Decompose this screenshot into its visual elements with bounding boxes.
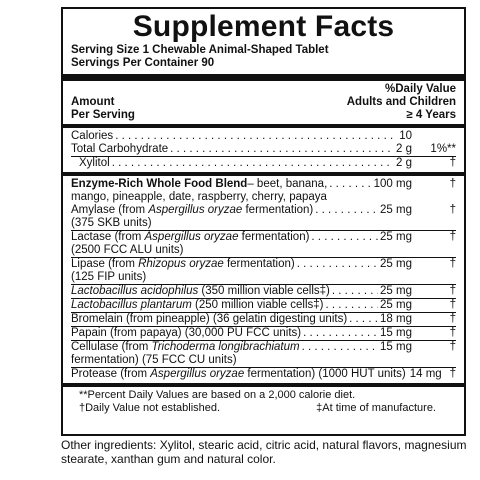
enzyme-row bbox=[71, 257, 456, 284]
enzyme-source: Trichoderma longibrachiatum bbox=[151, 341, 300, 353]
other-ingredients: Other ingredients: Xylitol, stearic acid, citric acid, natural flavors, magnesium stearate, xanthan gum and natural color. bbox=[61, 438, 467, 466]
audience-label: Adults and Children bbox=[346, 96, 456, 108]
dot-leader bbox=[115, 130, 397, 143]
enzyme-row bbox=[71, 284, 456, 298]
dot-leader bbox=[311, 231, 378, 244]
enzyme-name: Cellulase (from bbox=[71, 341, 152, 353]
enzyme-dv: † bbox=[449, 341, 456, 353]
enzyme-row bbox=[71, 230, 456, 257]
enzyme-source: Aspergillus oryzae bbox=[148, 204, 243, 216]
enzyme-amount: 25 mg bbox=[380, 299, 412, 311]
enzyme-detail: fermentation) (1000 HUT units) bbox=[244, 368, 406, 380]
age-label: ≥ 4 Years bbox=[406, 109, 456, 121]
enzyme-name: Amylase (from bbox=[71, 204, 149, 216]
enzyme-detail: fermentation) bbox=[242, 204, 314, 216]
enzyme-amount: 14 mg bbox=[409, 368, 442, 380]
enzyme-label bbox=[71, 258, 295, 271]
enzyme-source: Lactobacillus acidophilus bbox=[71, 285, 199, 297]
dot-leader bbox=[302, 341, 378, 354]
dot-leader bbox=[170, 143, 394, 156]
enzyme-dv: † bbox=[449, 258, 456, 270]
enzyme-line bbox=[71, 313, 456, 326]
blend-line bbox=[71, 178, 456, 191]
enzyme-name: Bromelain (from pineapple) (36 gelatin digesting units) bbox=[71, 313, 348, 325]
dot-leader bbox=[303, 327, 378, 340]
enzyme-label bbox=[71, 327, 301, 340]
enzyme-dv: † bbox=[449, 285, 456, 297]
nutrient-dv: 1%** bbox=[430, 143, 456, 155]
enzyme-dv: † bbox=[449, 327, 456, 339]
enzyme-amount: 25 mg bbox=[380, 258, 412, 270]
enzyme-line bbox=[71, 231, 456, 244]
column-header bbox=[71, 81, 456, 124]
enzyme-detail: fermentation) bbox=[223, 258, 295, 270]
enzyme-row bbox=[71, 298, 456, 312]
enzyme-units: (125 FIP units) bbox=[71, 271, 147, 283]
enzyme-detail: (250 million viable cells‡) bbox=[191, 299, 324, 311]
enzyme-detail: fermentation) bbox=[238, 231, 310, 243]
nutrient-label: Xylitol bbox=[79, 157, 110, 169]
nutrient-label: Total Carbohydrate bbox=[71, 143, 169, 155]
blend-amount: 100 mg bbox=[373, 178, 412, 190]
amount-header bbox=[71, 83, 135, 122]
enzyme-units: fermentation) (75 FCC CU units) bbox=[71, 354, 237, 366]
footnote-at-manufacture: ‡At time of manufacture. bbox=[316, 402, 436, 414]
enzyme-dv: † bbox=[449, 204, 456, 216]
enzyme-dv: † bbox=[449, 368, 456, 380]
supplement-facts-panel bbox=[61, 7, 466, 436]
enzyme-name: Papain (from papaya) (30,000 PU FCC units) bbox=[71, 327, 302, 339]
enzyme-name: Protease (from bbox=[71, 368, 151, 380]
daily-value-header bbox=[347, 83, 456, 122]
dot-leader bbox=[332, 285, 378, 298]
enzyme-line bbox=[71, 285, 456, 298]
enzyme-row bbox=[71, 367, 456, 381]
dot-leader bbox=[112, 157, 394, 170]
enzyme-source: Aspergillus oryzae bbox=[150, 368, 245, 380]
dot-leader bbox=[315, 204, 378, 217]
enzyme-name: Lipase (from bbox=[71, 258, 139, 270]
nutrient-line bbox=[71, 143, 456, 156]
enzyme-label bbox=[71, 313, 347, 326]
enzyme-row bbox=[71, 312, 456, 326]
enzyme-line bbox=[71, 341, 456, 354]
enzyme-line bbox=[71, 258, 456, 271]
nutrient-rows bbox=[71, 128, 456, 172]
blend-row bbox=[71, 178, 456, 204]
dot-leader bbox=[329, 178, 371, 191]
enzyme-rows bbox=[71, 204, 456, 381]
nutrient-dv: † bbox=[449, 157, 456, 169]
footnote-row bbox=[71, 402, 456, 415]
nutrient-line bbox=[71, 130, 456, 143]
enzyme-label bbox=[71, 231, 309, 244]
enzyme-line bbox=[71, 368, 456, 381]
daily-value-label: %Daily Value bbox=[385, 83, 456, 95]
blend-ingredients: – beet, banana, bbox=[247, 178, 328, 190]
enzyme-label bbox=[71, 341, 300, 354]
nutrient-line bbox=[71, 157, 456, 170]
amount-label: Amount bbox=[71, 96, 115, 108]
nutrient-amount: 10 bbox=[399, 130, 412, 142]
enzyme-line bbox=[71, 299, 456, 312]
blend-dv: † bbox=[449, 178, 456, 190]
enzyme-label bbox=[71, 299, 324, 312]
enzyme-detail: (350 million viable cells‡) bbox=[198, 285, 330, 297]
enzyme-amount: 18 mg bbox=[380, 313, 412, 325]
enzyme-label bbox=[71, 285, 330, 298]
footnotes bbox=[71, 387, 456, 417]
enzyme-row bbox=[71, 340, 456, 367]
panel-title: Supplement Facts bbox=[132, 10, 395, 43]
blend-name: Enzyme-Rich Whole Food Blend bbox=[71, 178, 248, 190]
enzyme-row bbox=[71, 326, 456, 340]
thick-divider bbox=[63, 74, 464, 81]
footnote-percent-dv: **Percent Daily Values are based on a 2,000 calorie diet. bbox=[79, 389, 356, 401]
nutrient-label: Calories bbox=[71, 130, 114, 142]
enzyme-label bbox=[71, 368, 406, 381]
nutrient-amount: 2 g bbox=[396, 143, 412, 155]
footnote-not-established: †Daily Value not established. bbox=[79, 402, 221, 414]
enzyme-dv: † bbox=[449, 299, 456, 311]
nutrient-row bbox=[71, 157, 456, 170]
servings-per-container: Servings Per Container 90 bbox=[71, 57, 215, 69]
enzyme-amount: 25 mg bbox=[380, 204, 412, 216]
serving-size: Serving Size 1 Chewable Animal-Shaped Tablet bbox=[71, 44, 329, 56]
per-serving-label: Per Serving bbox=[71, 109, 135, 121]
dot-leader bbox=[349, 313, 378, 326]
enzyme-units: (375 SKB units) bbox=[71, 217, 152, 229]
enzyme-line bbox=[71, 327, 456, 340]
dot-leader bbox=[297, 258, 378, 271]
nutrient-row bbox=[71, 130, 456, 143]
enzyme-row bbox=[71, 204, 456, 230]
enzyme-source: Aspergillus oryzae bbox=[144, 231, 239, 243]
nutrient-amount: 2 g bbox=[396, 157, 412, 169]
enzyme-name: Lactase (from bbox=[71, 231, 145, 243]
enzyme-dv: † bbox=[449, 313, 456, 325]
enzyme-amount: 15 mg bbox=[380, 327, 412, 339]
enzyme-units: (2500 FCC ALU units) bbox=[71, 244, 184, 256]
dot-leader bbox=[326, 299, 379, 312]
enzyme-label bbox=[71, 204, 313, 217]
enzyme-dv: † bbox=[449, 231, 456, 243]
enzyme-amount: 15 mg bbox=[380, 341, 412, 353]
blend-label bbox=[71, 178, 327, 191]
enzyme-source: Rhizopus oryzae bbox=[138, 258, 224, 270]
enzyme-line bbox=[71, 204, 456, 217]
nutrient-row bbox=[71, 143, 456, 156]
blend-section bbox=[71, 176, 456, 204]
enzyme-source: Lactobacillus plantarum bbox=[71, 299, 192, 311]
enzyme-amount: 25 mg bbox=[380, 285, 412, 297]
blend-continuation: mango, pineapple, date, raspberry, cherry, papaya bbox=[71, 191, 327, 203]
enzyme-amount: 25 mg bbox=[380, 231, 412, 243]
